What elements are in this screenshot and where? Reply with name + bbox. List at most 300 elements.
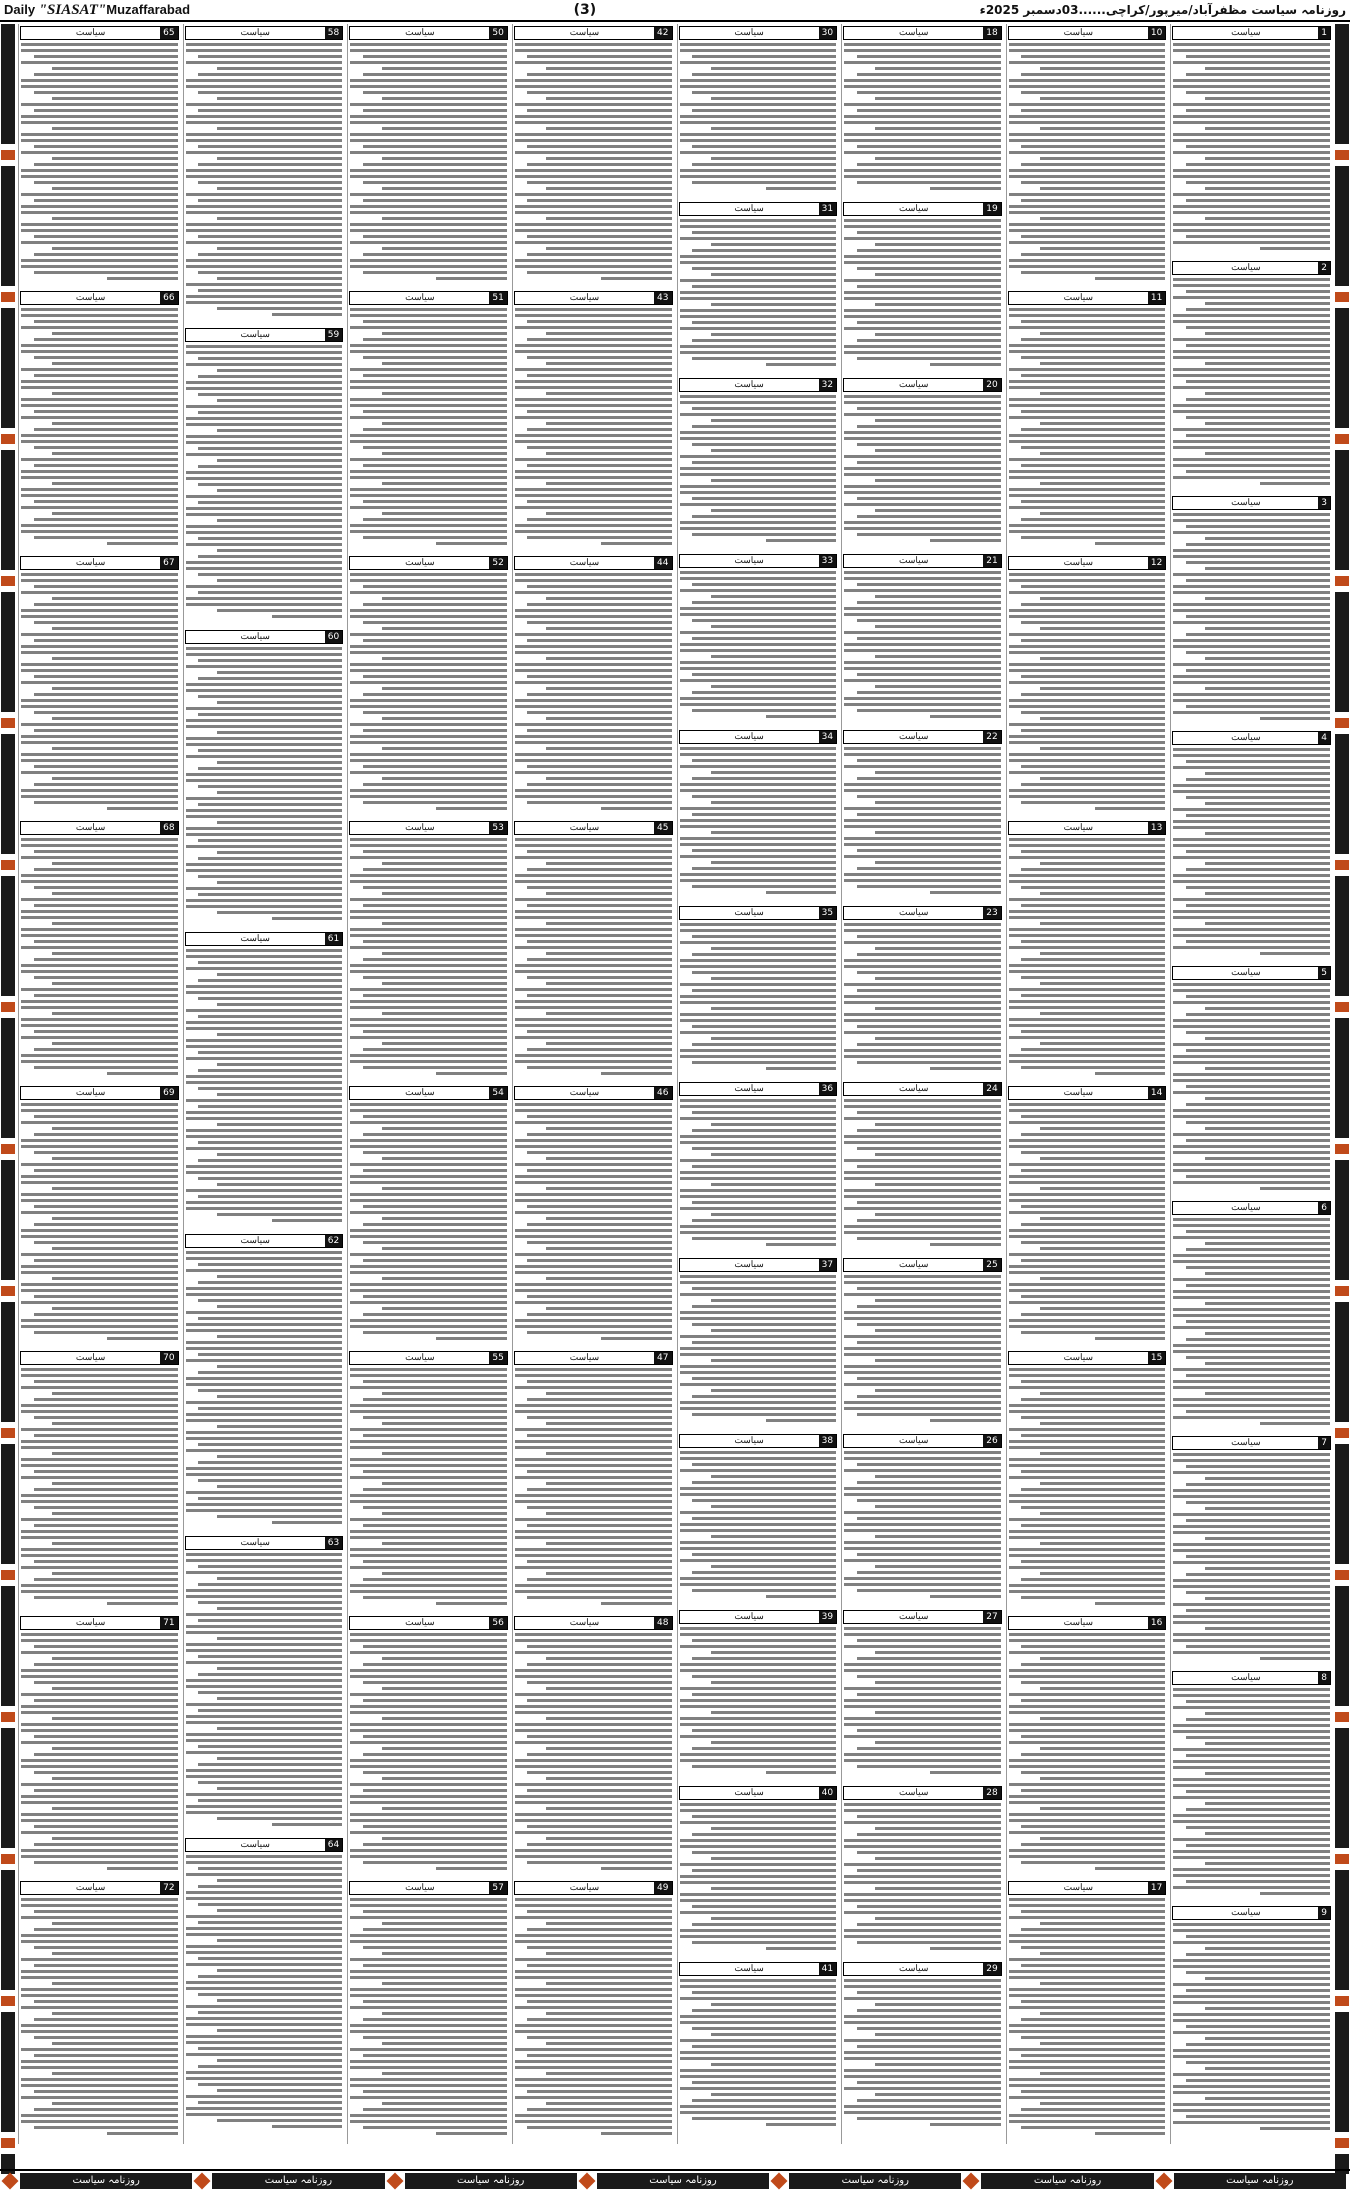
text-line bbox=[1021, 1434, 1165, 1437]
text-line bbox=[680, 43, 837, 46]
text-line bbox=[21, 1428, 178, 1431]
text-line bbox=[198, 465, 342, 468]
text-line bbox=[107, 542, 177, 545]
text-line bbox=[1009, 735, 1166, 738]
text-line bbox=[680, 1383, 837, 1386]
text-line bbox=[1205, 1127, 1330, 1130]
text-line bbox=[363, 1398, 507, 1401]
text-line bbox=[363, 1789, 507, 1792]
text-line bbox=[350, 2078, 507, 2081]
text-line bbox=[546, 452, 671, 455]
text-line bbox=[515, 1289, 672, 1292]
text-line bbox=[1173, 989, 1330, 992]
text-line bbox=[527, 1470, 671, 1473]
text-line bbox=[857, 163, 1001, 166]
text-line bbox=[198, 1443, 342, 1446]
text-line bbox=[1009, 1970, 1166, 1973]
text-line bbox=[21, 579, 178, 582]
text-line bbox=[844, 151, 1001, 154]
text-line bbox=[844, 983, 1001, 986]
text-line bbox=[350, 615, 507, 618]
text-line bbox=[382, 1777, 507, 1780]
news-item bbox=[513, 821, 674, 1080]
section-logo: سیاست bbox=[1231, 28, 1261, 38]
text-line bbox=[527, 783, 671, 786]
text-line bbox=[680, 1195, 837, 1198]
text-line bbox=[844, 1753, 1001, 1756]
text-line bbox=[186, 103, 343, 106]
text-line bbox=[680, 1523, 837, 1526]
text-line bbox=[350, 211, 507, 214]
text-line bbox=[680, 1723, 837, 1726]
text-line bbox=[857, 1237, 1001, 1240]
text-line bbox=[1205, 157, 1330, 160]
text-line bbox=[844, 1055, 1001, 1058]
text-line bbox=[546, 627, 671, 630]
text-line bbox=[186, 2017, 343, 2020]
text-line bbox=[1040, 777, 1165, 780]
text-line bbox=[515, 115, 672, 118]
text-line bbox=[1173, 1380, 1330, 1383]
text-line bbox=[1021, 1910, 1165, 1913]
text-line bbox=[186, 603, 343, 606]
column-4 bbox=[677, 24, 839, 2144]
text-line bbox=[21, 1446, 178, 1449]
text-line bbox=[1173, 1694, 1330, 1697]
news-item-header bbox=[679, 1258, 838, 1272]
text-line bbox=[515, 723, 672, 726]
text-line bbox=[363, 1928, 507, 1931]
text-line bbox=[217, 1003, 342, 1006]
text-line bbox=[21, 49, 178, 52]
text-line bbox=[1205, 1272, 1330, 1275]
text-line bbox=[844, 2111, 1001, 2114]
text-line bbox=[515, 139, 672, 142]
text-line bbox=[1009, 1235, 1166, 1238]
text-line bbox=[844, 79, 1001, 82]
text-line bbox=[382, 1952, 507, 1955]
text-line bbox=[186, 779, 343, 782]
text-line bbox=[21, 1229, 178, 1232]
text-line bbox=[844, 2057, 1001, 2060]
text-line bbox=[844, 1347, 1001, 1350]
news-item-body bbox=[678, 1803, 839, 1950]
text-line bbox=[875, 1007, 1000, 1010]
text-line bbox=[546, 1982, 671, 1985]
text-line bbox=[1186, 1645, 1330, 1648]
text-line bbox=[680, 1225, 837, 1228]
text-line bbox=[217, 399, 342, 402]
text-line bbox=[711, 479, 836, 482]
text-line bbox=[527, 1151, 671, 1154]
text-line bbox=[186, 1503, 343, 1506]
text-line bbox=[875, 1389, 1000, 1392]
text-line bbox=[857, 2117, 1001, 2120]
news-item-header bbox=[1172, 496, 1331, 510]
text-line bbox=[515, 964, 672, 967]
news-item-header bbox=[843, 1258, 1002, 1272]
text-line bbox=[680, 103, 837, 106]
text-line bbox=[875, 509, 1000, 512]
text-line bbox=[1173, 585, 1330, 588]
text-line bbox=[1021, 783, 1165, 786]
text-line bbox=[272, 615, 342, 618]
text-line bbox=[1009, 2060, 1166, 2063]
text-line bbox=[515, 633, 672, 636]
news-item-body bbox=[842, 43, 1003, 190]
text-line bbox=[527, 1560, 671, 1563]
text-line bbox=[350, 416, 507, 419]
text-line bbox=[363, 1030, 507, 1033]
text-line bbox=[1186, 308, 1330, 311]
text-line bbox=[844, 1541, 1001, 1544]
text-line bbox=[857, 2009, 1001, 2012]
text-line bbox=[186, 1383, 343, 1386]
text-line bbox=[857, 885, 1001, 888]
text-line bbox=[198, 1601, 342, 1604]
text-line bbox=[844, 923, 1001, 926]
text-line bbox=[34, 374, 178, 377]
text-line bbox=[1186, 1013, 1330, 1016]
news-item bbox=[19, 556, 180, 815]
text-line bbox=[515, 1566, 672, 1569]
text-line bbox=[515, 259, 672, 262]
text-line bbox=[844, 873, 1001, 876]
text-line bbox=[1205, 832, 1330, 835]
text-line bbox=[363, 1663, 507, 1666]
text-line bbox=[844, 473, 1001, 476]
text-line bbox=[21, 1018, 178, 1021]
text-line bbox=[680, 1839, 837, 1842]
news-item-body bbox=[184, 345, 345, 618]
text-line bbox=[350, 1518, 507, 1521]
text-line bbox=[186, 1207, 343, 1210]
text-line bbox=[34, 253, 178, 256]
text-line bbox=[527, 1964, 671, 1967]
text-line bbox=[857, 515, 1001, 518]
text-line bbox=[34, 850, 178, 853]
text-line bbox=[363, 91, 507, 94]
text-line bbox=[527, 1596, 671, 1599]
text-line bbox=[1173, 1778, 1330, 1781]
text-line bbox=[1021, 1681, 1165, 1684]
text-line bbox=[1173, 43, 1330, 46]
text-line bbox=[198, 55, 342, 58]
text-line bbox=[515, 1536, 672, 1539]
text-line bbox=[198, 677, 342, 680]
text-line bbox=[382, 1012, 507, 1015]
section-logo: سیاست bbox=[405, 293, 435, 303]
news-item-number: 63 bbox=[325, 1537, 342, 1549]
text-line bbox=[1021, 235, 1165, 238]
text-line bbox=[1186, 2043, 1330, 2046]
text-line bbox=[1186, 1971, 1330, 1974]
text-line bbox=[198, 1745, 342, 1748]
text-line bbox=[844, 667, 1001, 670]
text-line bbox=[186, 985, 343, 988]
text-line bbox=[875, 449, 1000, 452]
text-line bbox=[21, 193, 178, 196]
news-item-body bbox=[1007, 838, 1168, 1075]
text-line bbox=[1009, 476, 1166, 479]
text-line bbox=[186, 1811, 343, 1814]
text-line bbox=[382, 1247, 507, 1250]
news-item-number: 59 bbox=[325, 329, 342, 341]
section-logo: سیاست bbox=[899, 732, 929, 742]
text-line bbox=[844, 1577, 1001, 1580]
text-line bbox=[1009, 1458, 1166, 1461]
text-line bbox=[546, 1922, 671, 1925]
text-line bbox=[350, 844, 507, 847]
text-line bbox=[1095, 277, 1165, 280]
text-line bbox=[515, 735, 672, 738]
news-item-number: 40 bbox=[819, 1787, 836, 1799]
text-line bbox=[186, 845, 343, 848]
section-logo: سیاست bbox=[1063, 1883, 1094, 1893]
text-line bbox=[546, 1747, 671, 1750]
text-line bbox=[198, 2065, 342, 2068]
text-line bbox=[1186, 760, 1330, 763]
text-line bbox=[1260, 1422, 1330, 1425]
text-line bbox=[1021, 994, 1165, 997]
text-line bbox=[515, 1916, 672, 1919]
text-line bbox=[527, 1048, 671, 1051]
news-item bbox=[184, 1838, 345, 2134]
text-line bbox=[1009, 898, 1166, 901]
text-line bbox=[52, 97, 177, 100]
text-line bbox=[527, 181, 671, 184]
text-line bbox=[186, 1733, 343, 1736]
text-line bbox=[1009, 1440, 1166, 1443]
news-item-header bbox=[20, 1086, 179, 1100]
text-line bbox=[857, 795, 1001, 798]
text-line bbox=[1009, 1289, 1166, 1292]
text-line bbox=[382, 247, 507, 250]
text-line bbox=[350, 1060, 507, 1063]
text-line bbox=[515, 458, 672, 461]
text-line bbox=[844, 1317, 1001, 1320]
text-line bbox=[52, 1687, 177, 1690]
text-line bbox=[1009, 1018, 1166, 1021]
news-item-header bbox=[185, 1536, 344, 1550]
text-line bbox=[844, 1177, 1001, 1180]
text-line bbox=[186, 1721, 343, 1724]
text-line bbox=[363, 109, 507, 112]
text-line bbox=[21, 1783, 178, 1786]
text-line bbox=[21, 1566, 178, 1569]
text-line bbox=[1009, 1211, 1166, 1214]
text-line bbox=[382, 1747, 507, 1750]
text-line bbox=[217, 821, 342, 824]
text-line bbox=[1205, 1302, 1330, 1305]
text-line bbox=[1186, 886, 1330, 889]
text-line bbox=[1173, 946, 1330, 949]
text-line bbox=[186, 1927, 343, 1930]
text-line bbox=[1186, 470, 1330, 473]
text-line bbox=[21, 488, 178, 491]
text-line bbox=[1173, 223, 1330, 226]
text-line bbox=[1040, 597, 1165, 600]
text-line bbox=[21, 1386, 178, 1389]
text-line bbox=[692, 1729, 836, 1732]
text-line bbox=[1021, 711, 1165, 714]
text-line bbox=[1009, 874, 1166, 877]
text-line bbox=[52, 627, 177, 630]
text-line bbox=[844, 455, 1001, 458]
text-line bbox=[546, 2012, 671, 2015]
text-line bbox=[844, 1559, 1001, 1562]
text-line bbox=[692, 2099, 836, 2102]
text-line bbox=[515, 2048, 672, 2051]
text-line bbox=[52, 1542, 177, 1545]
text-line bbox=[1173, 555, 1330, 558]
text-line bbox=[1173, 229, 1330, 232]
text-line bbox=[350, 1729, 507, 1732]
text-line bbox=[350, 759, 507, 762]
text-line bbox=[1173, 645, 1330, 648]
text-line bbox=[52, 1952, 177, 1955]
text-line bbox=[1009, 1103, 1166, 1106]
text-line bbox=[1021, 886, 1165, 889]
text-line bbox=[692, 971, 836, 974]
text-line bbox=[34, 1964, 178, 1967]
news-item bbox=[842, 906, 1003, 1076]
text-line bbox=[527, 500, 671, 503]
text-line bbox=[186, 1341, 343, 1344]
text-line bbox=[515, 916, 672, 919]
text-line bbox=[21, 2084, 178, 2087]
text-line bbox=[1205, 392, 1330, 395]
text-line bbox=[680, 1049, 837, 1052]
text-line bbox=[680, 1687, 837, 1690]
text-line bbox=[34, 91, 178, 94]
news-item-number: 10 bbox=[1148, 27, 1165, 39]
text-line bbox=[857, 1851, 1001, 1854]
text-line bbox=[1040, 1452, 1165, 1455]
text-line bbox=[680, 1935, 837, 1938]
text-line bbox=[875, 303, 1000, 306]
text-line bbox=[1009, 386, 1166, 389]
text-line bbox=[844, 115, 1001, 118]
text-line bbox=[21, 1590, 178, 1593]
text-line bbox=[350, 308, 507, 311]
news-item-number: 36 bbox=[819, 1083, 836, 1095]
text-line bbox=[350, 2114, 507, 2117]
news-item-header bbox=[679, 1082, 838, 1096]
text-line bbox=[875, 655, 1000, 658]
text-line bbox=[1009, 1253, 1166, 1256]
text-line bbox=[21, 1723, 178, 1726]
text-line bbox=[680, 49, 837, 52]
text-line bbox=[930, 2123, 1000, 2126]
text-line bbox=[363, 464, 507, 467]
text-line bbox=[1173, 151, 1330, 154]
section-logo: سیاست bbox=[240, 632, 270, 642]
text-line bbox=[52, 482, 177, 485]
text-line bbox=[680, 1335, 837, 1338]
text-line bbox=[1186, 235, 1330, 238]
text-line bbox=[875, 685, 1000, 688]
text-line bbox=[527, 994, 671, 997]
text-line bbox=[875, 1711, 1000, 1714]
text-line bbox=[1173, 784, 1330, 787]
text-line bbox=[1009, 470, 1166, 473]
text-line bbox=[680, 1371, 837, 1374]
footer-ornament-icon bbox=[771, 2173, 788, 2190]
text-line bbox=[198, 1921, 342, 1924]
text-line bbox=[217, 731, 342, 734]
text-line bbox=[350, 344, 507, 347]
text-line bbox=[350, 151, 507, 154]
text-line bbox=[844, 649, 1001, 652]
text-line bbox=[21, 1271, 178, 1274]
text-line bbox=[1186, 1085, 1330, 1088]
text-line bbox=[1173, 1748, 1330, 1751]
text-line bbox=[1205, 627, 1330, 630]
text-line bbox=[1186, 1049, 1330, 1052]
text-line bbox=[21, 1054, 178, 1057]
news-item-body bbox=[184, 43, 345, 316]
text-line bbox=[1173, 1585, 1330, 1588]
text-line bbox=[186, 283, 343, 286]
text-line bbox=[1021, 1241, 1165, 1244]
text-line bbox=[21, 898, 178, 901]
news-item bbox=[19, 1616, 180, 1875]
text-line bbox=[844, 139, 1001, 142]
text-line bbox=[515, 1693, 672, 1696]
text-line bbox=[217, 187, 342, 190]
news-item-number: 19 bbox=[983, 203, 1000, 215]
text-line bbox=[217, 1637, 342, 1640]
text-line bbox=[34, 410, 178, 413]
text-line bbox=[680, 121, 837, 124]
text-line bbox=[692, 1201, 836, 1204]
text-line bbox=[363, 801, 507, 804]
text-line bbox=[711, 303, 836, 306]
text-line bbox=[1186, 1790, 1330, 1793]
text-line bbox=[844, 1207, 1001, 1210]
text-line bbox=[107, 807, 177, 810]
news-item-body bbox=[1171, 1923, 1332, 2130]
text-line bbox=[217, 1033, 342, 1036]
text-line bbox=[692, 73, 836, 76]
text-line bbox=[857, 109, 1001, 112]
text-line bbox=[680, 437, 837, 440]
text-line bbox=[217, 2089, 342, 2092]
text-line bbox=[21, 61, 178, 64]
text-line bbox=[527, 1030, 671, 1033]
text-line bbox=[186, 1057, 343, 1060]
text-line bbox=[21, 1253, 178, 1256]
news-item-body bbox=[19, 1633, 180, 1870]
text-line bbox=[1173, 1688, 1330, 1691]
text-line bbox=[350, 1934, 507, 1937]
text-line bbox=[350, 1018, 507, 1021]
news-item bbox=[842, 1258, 1003, 1428]
text-line bbox=[217, 1757, 342, 1760]
news-item-body bbox=[842, 923, 1003, 1070]
news-item-number: 60 bbox=[325, 631, 342, 643]
text-line bbox=[857, 759, 1001, 762]
news-item-header bbox=[679, 730, 838, 744]
text-line bbox=[186, 1419, 343, 1422]
text-line bbox=[1186, 796, 1330, 799]
text-line bbox=[52, 452, 177, 455]
text-line bbox=[52, 392, 177, 395]
text-line bbox=[1186, 163, 1330, 166]
text-line bbox=[21, 1193, 178, 1196]
text-line bbox=[34, 1205, 178, 1208]
